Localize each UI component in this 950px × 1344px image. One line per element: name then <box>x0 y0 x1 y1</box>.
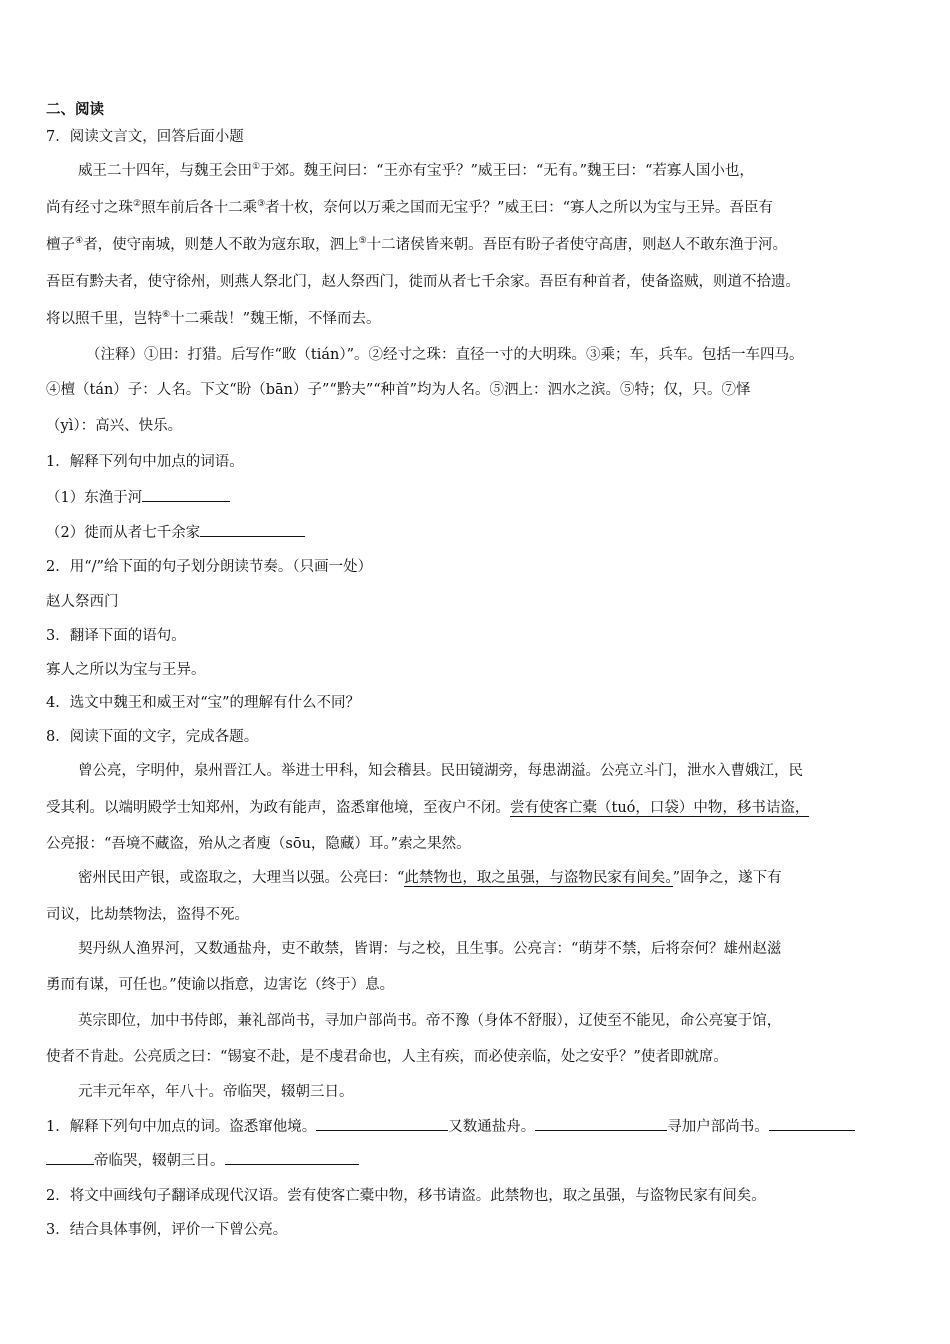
q8-sub2: 2．将文中画线句子翻译成现代汉语。尝有使客亡橐中物，移书请盗。此禁物也，取之虽强，与盗物民家有间矣。 <box>46 1188 766 1204</box>
q7-note-line-3: （yì）：高兴、快乐。 <box>46 418 183 434</box>
q8-p2-line-1: 密州民田产银，或盗取之，大理当以强。公亮曰：“此禁物也，取之虽强，与盗物民家有间矣。”固争之，遂下有 <box>78 870 782 886</box>
q7-title: 7．阅读文言文，回答后面小题 <box>46 129 244 145</box>
answer-blank[interactable] <box>316 1116 448 1131</box>
q8-sub3: 3．结合具体事例，评价一下曾公亮。 <box>46 1222 288 1238</box>
q7-passage-line-5: 将以照千里，岂特⑥十二乘哉！”魏王惭，不怿而去。 <box>46 310 381 327</box>
underlined-sentence-2: 此禁物也，取之虽强，与盗物民家有间矣。 <box>404 870 673 886</box>
q8-sub1-line-1: 1．解释下列句中加点的词。盗悉窜他境。 又数通盐舟。 寻加户部尚书。 <box>46 1116 855 1137</box>
section-title: 二、阅读 <box>46 101 104 118</box>
answer-blank[interactable] <box>200 522 305 537</box>
answer-blank[interactable] <box>225 1150 359 1165</box>
q8-p1-line-2: 受其利。以端明殿学士知郑州，为政有能声，盗悉窜他境，至夜户不闭。尝有使客亡橐（tuó，口袋）中物，移书诘盗， <box>46 800 810 816</box>
q8-p3-line-2: 勇而有谋，可任也。”使谕以指意，边害讫（终于）息。 <box>46 977 395 993</box>
q8-p4-line-1: 英宗即位，加中书侍郎，兼礼部尚书，寻加户部尚书。帝不豫（身体不舒服），辽使至不能见，命公亮宴于馆， <box>78 1013 782 1029</box>
answer-blank[interactable] <box>142 487 230 502</box>
q8-title: 8．阅读下面的文字，完成各题。 <box>46 729 259 745</box>
q8-p5: 元丰元年卒，年八十。帝临哭，辍朝三日。 <box>78 1084 354 1100</box>
q7-sub2: 2．用“/”给下面的句子划分朗读节奏。（只画一处） <box>46 559 373 575</box>
q7-sub4: 4．选文中魏王和威王对“宝”的理解有什么不同？ <box>46 695 361 711</box>
q7-sub3-text: 寡人之所以为宝与王异。 <box>46 662 206 678</box>
q7-sub1: 1．解释下列句中加点的词语。 <box>46 454 244 470</box>
q8-sub1-line-2: 帝临哭，辍朝三日。 <box>46 1150 359 1171</box>
q7-passage-line-4: 吾臣有黔夫者，使守徐州，则燕人祭北门，赵人祭西门，徙而从者七千余家。吾臣有种首者，使备盗贼，则道不拾遗。 <box>46 274 800 290</box>
q7-note-line-2: ④檀（tán）子：人名。下文“盼（bān）子”“黔夫”“种首”均为人名。⑤泗上：泗水之滨。⑤特；仅，只。⑦怿 <box>46 382 751 398</box>
q7-sub1-a: （1）东渔于河 <box>46 487 230 508</box>
underlined-sentence-1: 尝有使客亡橐（tuó，口袋）中物，移书诘盗， <box>510 800 810 816</box>
q7-passage-line-2: 尚有经寸之珠②照车前后各十二乘③者十枚，奈何以万乘之国而无宝乎？”威王曰：“寡人之所以为宝与王异。吾臣有 <box>46 199 773 216</box>
q7-passage-line-3: 檀子④者，使守南城，则楚人不敢为寇东取，泗上⑤十二诸侯皆来朝。吾臣有盼子者使守高唐，则赵人不敢东渔于河。 <box>46 236 788 253</box>
answer-blank[interactable] <box>46 1150 94 1165</box>
answer-blank[interactable] <box>535 1116 667 1131</box>
q7-sub1-b: （2）徙而从者七千余家 <box>46 522 305 543</box>
q7-note-line-1: （注释）①田：打猎。后写作“畋（tián）”。②经寸之珠：直径一寸的大明珠。③乘；车，兵车。包括一车四马。 <box>86 347 804 363</box>
q8-p4-line-2: 使者不肯赴。公亮质之曰：“锡宴不赴，是不虔君命也，人主有疾，而必使亲临，处之安乎？”使者即就席。 <box>46 1049 728 1065</box>
q8-p3-line-1: 契丹纵人渔界河，又数通盐舟，吏不敢禁，皆谓：与之校，且生事。公亮言：“萌芽不禁，后将奈何？雄州赵滋 <box>78 941 782 957</box>
q7-sub2-text: 赵人祭西门 <box>46 594 119 610</box>
answer-blank[interactable] <box>769 1116 855 1131</box>
q8-p1-line-1: 曾公亮，字明仲，泉州晋江人。举进士甲科，知会稽县。民田镜湖旁，每患湖溢。公亮立斗门，泄水入曹娥江，民 <box>78 763 803 779</box>
q8-p1-line-3: 公亮报：“吾境不藏盗，殆从之者廋（sōu，隐藏）耳。”索之果然。 <box>46 836 471 852</box>
q7-sub3: 3．翻译下面的语句。 <box>46 628 186 644</box>
q7-passage-line-1: 威王二十四年，与魏王会田①于郊。魏王问曰：“王亦有宝乎？”威王曰：“无有。”魏王曰：“若寡人国小也， <box>78 162 754 179</box>
q8-p2-line-2: 司议，比劫禁物法，盗得不死。 <box>46 907 249 923</box>
